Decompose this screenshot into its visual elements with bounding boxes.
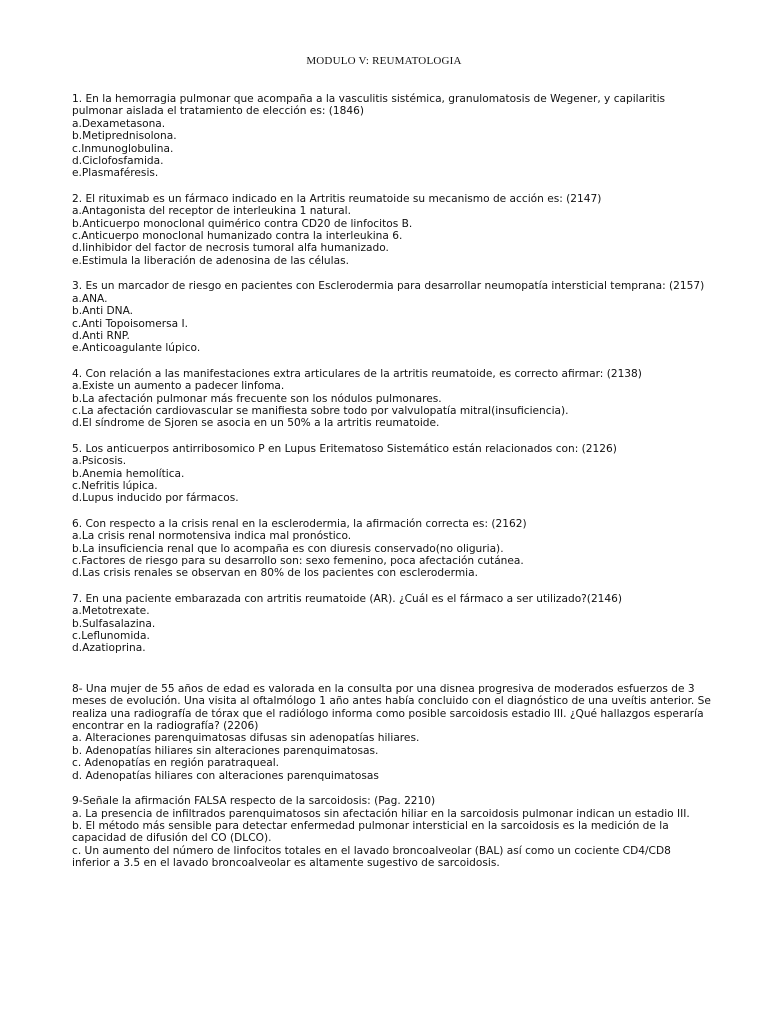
question-4 — [72, 368, 712, 430]
answer-option: a.Psicosis. — [72, 455, 127, 468]
answer-option: c.La afectación cardiovascular se manifiesta sobre todo por valvulopatía mitral(insuficiencia). — [72, 404, 569, 417]
answer-option: a.La crisis renal normotensiva indica mal pronóstico. — [72, 530, 352, 543]
answer-option: a. Alteraciones parenquimatosas difusas sin adenopatías hiliares. — [72, 732, 420, 745]
answer-option: b.La afectación pulmonar más frecuente son los nódulos pulmonares. — [72, 392, 442, 405]
answer-option: a.ANA. — [72, 292, 108, 305]
question-stem: 8- Una mujer de 55 años de edad es valorada en la consulta por una disnea progresiva de moderados esfuerzos de 3 meses de evolución. Una visita al oftalmólogo 1 año antes había concluido con el diagnóstico de una uveítis anterior. Se realiza una radiografía de tórax que el radiólogo informa como posible sarcoidosis estadio III. ¿Qué hallazgos esperaría encontrar en la radiografía? (2206) — [72, 682, 711, 733]
question-stem: 5. Los anticuerpos antirribosomico P en Lupus Eritematoso Sistemático están relacionados con: (2126) — [72, 442, 617, 455]
question-stem: 9-Señale la afirmación FALSA respecto de la sarcoidosis: (Pag. 2210) — [72, 795, 436, 808]
answer-option: b.Anti DNA. — [72, 305, 134, 318]
answer-option: b.La insuficiencia renal que lo acompaña es con diuresis conservado(no oliguria). — [72, 542, 504, 555]
answer-option: e.Estimula la liberación de adenosina de las células. — [72, 254, 349, 267]
answer-option: d.Lupus inducido por fármacos. — [72, 492, 239, 505]
answer-option: c.Factores de riesgo para su desarrollo son: sexo femenino, poca afectación cutánea. — [72, 555, 524, 567]
answer-option: a.Existe un aumento a padecer linfoma. — [72, 380, 285, 393]
question-stem: 1. En la hemorragia pulmonar que acompaña a la vasculitis sistémica, granulomatosis de Wegener, y capilaritis pulmonar aislada el tratamiento de elección es: (1846) — [72, 93, 666, 118]
question-stem: 4. Con relación a las manifestaciones extra articulares de la artritis reumatoide, es correcto afirmar: (2138) — [72, 367, 642, 380]
answer-option: c.Anticuerpo monoclonal humanizado contra la interleukina 6. — [72, 230, 403, 243]
answer-option: c. Un aumento del número de linfocitos totales en el lavado broncoalveolar (BAL) así como un cociente CD4/CD8 inferior a 3.5 en el lavado broncoalveolar es altamente sugestivo de sarcoidosis. — [72, 844, 671, 870]
question-8 — [72, 683, 712, 782]
answer-option: b.Anemia hemolítica. — [72, 467, 185, 480]
answer-option: c.Anti Topoisomersa I. — [72, 317, 188, 330]
answer-option: d.Anti RNP. — [72, 329, 130, 342]
question-list — [72, 93, 712, 883]
question-stem: 3. Es un marcador de riesgo en pacientes con Esclerodermia para desarrollar neumopatía intersticial temprana: (2157) — [72, 280, 705, 293]
question-1 — [72, 93, 712, 180]
answer-option: a.Dexametasona. — [72, 117, 166, 130]
question-3 — [72, 280, 712, 354]
answer-option: d.Azatioprina. — [72, 642, 146, 655]
question-6 — [72, 518, 712, 580]
answer-option: e.Anticoagulante lúpico. — [72, 342, 201, 355]
answer-option: d.Ciclofosfamida. — [72, 155, 164, 168]
answer-option: b. Adenopatías hiliares sin alteraciones parenquimatosas. — [72, 744, 379, 757]
answer-option: d.El síndrome de Sjoren se asocia en un 50% a la artritis reumatoide. — [72, 417, 440, 430]
page-title: MODULO V: REUMATOLOGIA — [306, 55, 462, 67]
question-7 — [72, 593, 712, 655]
answer-option: c.Leflunomida. — [72, 630, 150, 643]
question-5 — [72, 443, 712, 505]
answer-option: d.Las crisis renales se observan en 80% de los pacientes con esclerodermia. — [72, 567, 478, 580]
answer-option: e.Plasmaféresis. — [72, 167, 159, 180]
answer-option: c.Nefritis lúpica. — [72, 479, 158, 492]
answer-option: c. Adenopatías en región paratraqueal. — [72, 757, 280, 770]
answer-option: a. La presencia de infiltrados parenquimatosos sin afectación hiliar en la sarcoidosis pulmonar indican un estadio III. — [72, 807, 690, 820]
question-stem: 7. En una paciente embarazada con artritis reumatoide (AR). ¿Cuál es el fármaco a ser utilizado?(2146) — [72, 592, 623, 605]
answer-option: b. El método más sensible para detectar enfermedad pulmonar intersticial en la sarcoidosis es la medición de la capacidad de difusión del CO (DLCO). — [72, 819, 669, 845]
answer-option: b.Sulfasalazina. — [72, 617, 156, 630]
answer-option: d.Iinhibidor del factor de necrosis tumoral alfa humanizado. — [72, 242, 389, 255]
answer-option: d. Adenopatías hiliares con alteraciones parenquimatosas — [72, 769, 379, 782]
question-9 — [72, 795, 712, 869]
answer-option: b.Metiprednisolona. — [72, 130, 177, 143]
answer-option: a.Antagonista del receptor de interleukina 1 natural. — [72, 205, 351, 218]
answer-option: c.Inmunoglobulina. — [72, 142, 174, 155]
answer-option: b.Anticuerpo monoclonal quimérico contra CD20 de linfocitos B. — [72, 217, 413, 230]
question-2 — [72, 193, 712, 267]
question-stem: 2. El rituximab es un fármaco indicado en la Artritis reumatoide su mecanismo de acción es: (2147) — [72, 192, 602, 205]
answer-option: a.Metotrexate. — [72, 605, 150, 618]
question-stem: 6. Con respecto a la crisis renal en la esclerodermia, la afirmación correcta es: (2162) — [72, 517, 527, 530]
